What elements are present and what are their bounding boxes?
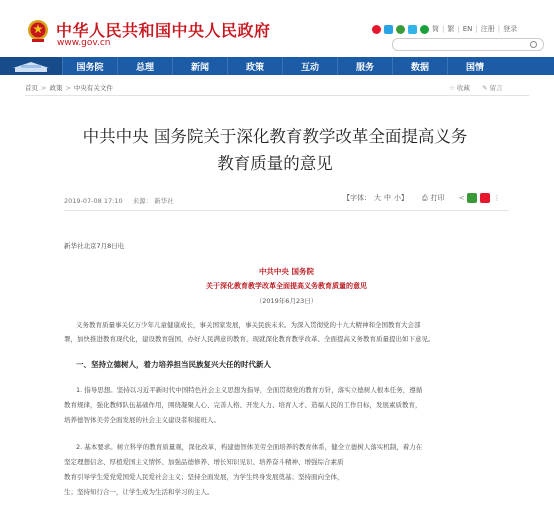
header-links	[372, 24, 517, 34]
font-size-label: 【字体：	[343, 194, 371, 202]
section-heading: 一、坚持立德树人，着力培养担当民族复兴大任的时代新人	[76, 360, 271, 369]
favorite-link[interactable]: 收藏	[456, 84, 470, 92]
breadcrumb	[25, 83, 113, 92]
nav-home-button[interactable]	[0, 57, 62, 75]
breadcrumb-home[interactable]: 首页	[25, 84, 38, 92]
search-input[interactable]	[392, 38, 544, 51]
register-link[interactable]: 登录	[503, 25, 518, 33]
mobile-icon[interactable]	[408, 25, 417, 34]
title-line: 教育质量的意见	[217, 154, 333, 173]
font-small-button[interactable]: 小】	[394, 194, 408, 202]
separator: |	[457, 25, 460, 33]
font-medium-button[interactable]: 中	[384, 194, 391, 202]
lang-english[interactable]: EN	[462, 25, 473, 33]
site-header	[0, 0, 554, 56]
separator: |	[475, 25, 478, 33]
breadcrumb-central-docs[interactable]: 中央有关文件	[73, 84, 113, 92]
paragraph-line: 2. 基本要求。树立科学的教育质量观，深化改革，构建德智体美劳全面培养的教育体系，健全立德树人落实机制，着力在	[76, 443, 423, 451]
paragraph-line: 署，加快推进教育现代化，建设教育强国，办好人民满意的教育，现就深化教育教学改革、全面提高义务教育质量提出如下意见。	[64, 335, 435, 343]
paragraph-line: 生；坚持知行合一，让学生成为生活和学习的主人。	[64, 488, 214, 496]
nav-item-interaction[interactable]: 互动	[282, 57, 337, 75]
lang-traditional[interactable]: 繁	[447, 25, 455, 33]
print-button[interactable]: 打印	[430, 194, 445, 202]
paragraph-line: 培养德智体美劳全面发展的社会主义建设者和接班人。	[64, 416, 220, 424]
nav-item-services[interactable]: 服务	[337, 57, 392, 75]
paragraph-line: 1. 指导思想。坚持以习近平新时代中国特色社会主义思想为指导，全面贯彻党的教育方针，落实立德树人根本任务，遵循	[76, 386, 423, 394]
title-line: 中共中央 国务院关于深化教育教学改革全面提高义务	[82, 127, 468, 146]
nav-item-premier[interactable]: 总理	[117, 57, 172, 75]
tiananmen-icon	[11, 59, 51, 73]
article-source: 来源： 新华社	[132, 197, 174, 205]
site-title[interactable]: 中华人民共和国中央人民政府	[56, 21, 271, 40]
share-wechat-icon[interactable]	[467, 193, 477, 203]
message-link[interactable]: 留言	[489, 84, 503, 92]
font-large-button[interactable]: 大	[374, 194, 381, 202]
app-icon[interactable]	[420, 25, 429, 34]
separator: |	[497, 25, 501, 33]
divider	[25, 95, 529, 96]
divider	[64, 210, 509, 211]
share-icon[interactable]: <	[458, 194, 465, 202]
nav-item-policy[interactable]: 政策	[227, 57, 282, 75]
paragraph-line: 坚定理想信念、厚植爱国主义情怀、加强品德修养、增长知识见识、培养奋斗精神、增强综合素质	[64, 458, 344, 466]
breadcrumb-separator: >	[65, 84, 71, 92]
separator: |	[442, 25, 445, 33]
breadcrumb-separator: >	[41, 84, 47, 92]
login-link[interactable]: 注册	[480, 25, 495, 33]
issue-date: （2019年6月23日）	[255, 297, 318, 305]
weibo-icon[interactable]	[372, 25, 381, 34]
article-meta	[64, 196, 174, 205]
publish-date: 2019-07-08 17:10	[64, 197, 123, 205]
main-nav	[0, 57, 554, 75]
wechat-icon[interactable]	[396, 25, 405, 34]
print-icon[interactable]: ⎙	[422, 193, 428, 202]
site-url: www.gov.cn	[57, 38, 111, 48]
paragraph-line: 教育引导学生爱党爱国爱人民爱社会主义；坚持全面发展，为学生终身发展奠基；坚持面向全体，	[64, 473, 344, 481]
paragraph-line: 义务教育质量事关亿万少年儿童健康成长，事关国家发展，事关民族未来。为深入贯彻党的十九大精神和全国教育大会部	[76, 321, 421, 329]
paragraph-line: 教育规律，强化教师队伍基础作用，围绕凝聚人心、完善人格、开发人力、培育人才、造福人民的工作目标，发展素质教育，	[64, 401, 422, 409]
nav-item-national-info[interactable]: 国情	[447, 57, 502, 75]
star-icon[interactable]: ☆	[449, 84, 455, 92]
nav-item-data[interactable]: 数据	[392, 57, 447, 75]
search-icon[interactable]	[530, 41, 537, 48]
nav-item-news[interactable]: 新闻	[172, 57, 227, 75]
article-tools	[343, 193, 500, 203]
article-title	[40, 123, 510, 177]
nav-item-state-council[interactable]: 国务院	[62, 57, 117, 75]
share-weibo-icon[interactable]	[480, 193, 490, 203]
message-icon[interactable]: ✎	[482, 84, 488, 92]
page-actions	[449, 83, 503, 92]
national-emblem-icon[interactable]	[27, 18, 49, 44]
dateline: 新华社北京7月8日电	[64, 242, 125, 250]
tencent-weibo-icon[interactable]	[384, 25, 393, 34]
document-subtitle: 关于深化教育教学改革全面提高义务教育质量的意见	[206, 282, 367, 290]
breadcrumb-policy[interactable]: 政策	[49, 84, 63, 92]
issuer: 中共中央 国务院	[258, 267, 315, 276]
lang-simplified[interactable]: 简	[432, 25, 439, 33]
more-icon[interactable]: ⋮	[493, 194, 501, 202]
